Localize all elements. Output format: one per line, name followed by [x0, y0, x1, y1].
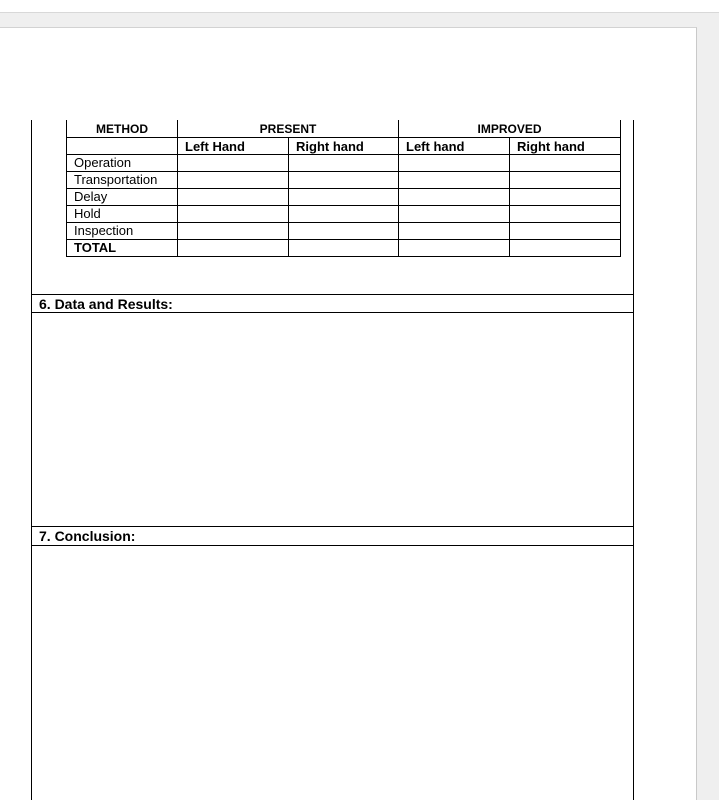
method-row-hold — [67, 206, 621, 223]
present-left-cell[interactable] — [178, 206, 289, 223]
method-subheader-blank — [67, 138, 178, 155]
present-left-hand-header: Left Hand — [178, 138, 289, 155]
improved-left-cell[interactable] — [399, 189, 510, 206]
present-right-cell[interactable] — [289, 240, 399, 257]
form-frame-right-border — [633, 120, 634, 800]
method-row-label: Hold — [67, 206, 178, 223]
improved-right-hand-header: Right hand — [510, 138, 621, 155]
improved-right-cell[interactable] — [510, 240, 621, 257]
present-left-cell[interactable] — [178, 240, 289, 257]
improved-right-cell[interactable] — [510, 206, 621, 223]
method-row-label: Operation — [67, 155, 178, 172]
improved-left-cell[interactable] — [399, 155, 510, 172]
present-right-hand-header: Right hand — [289, 138, 399, 155]
present-right-cell[interactable] — [289, 206, 399, 223]
data-results-heading: 6. Data and Results: — [39, 296, 173, 312]
method-row-label: Delay — [67, 189, 178, 206]
method-table-header-row — [67, 120, 621, 138]
method-row-total — [67, 240, 621, 257]
present-left-cell[interactable] — [178, 223, 289, 240]
method-row-operation — [67, 155, 621, 172]
improved-header: IMPROVED — [399, 120, 621, 138]
section-divider — [31, 294, 634, 295]
method-row-transportation — [67, 172, 621, 189]
method-row-label: Transportation — [67, 172, 178, 189]
form-frame-left-border — [31, 120, 32, 800]
method-row-label: Inspection — [67, 223, 178, 240]
improved-left-cell[interactable] — [399, 240, 510, 257]
method-row-inspection — [67, 223, 621, 240]
present-left-cell[interactable] — [178, 172, 289, 189]
improved-left-cell[interactable] — [399, 223, 510, 240]
present-header: PRESENT — [178, 120, 399, 138]
improved-right-cell[interactable] — [510, 155, 621, 172]
improved-left-cell[interactable] — [399, 172, 510, 189]
present-right-cell[interactable] — [289, 155, 399, 172]
method-row-delay — [67, 189, 621, 206]
conclusion-heading: 7. Conclusion: — [39, 528, 136, 544]
improved-left-cell[interactable] — [399, 206, 510, 223]
section-divider — [31, 526, 634, 527]
present-left-cell[interactable] — [178, 189, 289, 206]
improved-right-cell[interactable] — [510, 189, 621, 206]
present-left-cell[interactable] — [178, 155, 289, 172]
improved-right-cell[interactable] — [510, 223, 621, 240]
improved-right-cell[interactable] — [510, 172, 621, 189]
section-divider — [31, 312, 634, 313]
method-table — [66, 120, 621, 257]
present-right-cell[interactable] — [289, 223, 399, 240]
top-strip — [0, 0, 719, 13]
improved-left-hand-header: Left hand — [399, 138, 510, 155]
method-row-label: TOTAL — [67, 240, 178, 257]
method-header: METHOD — [67, 120, 178, 138]
method-table-subheader-row — [67, 138, 621, 155]
section-divider — [31, 545, 634, 546]
present-right-cell[interactable] — [289, 172, 399, 189]
present-right-cell[interactable] — [289, 189, 399, 206]
